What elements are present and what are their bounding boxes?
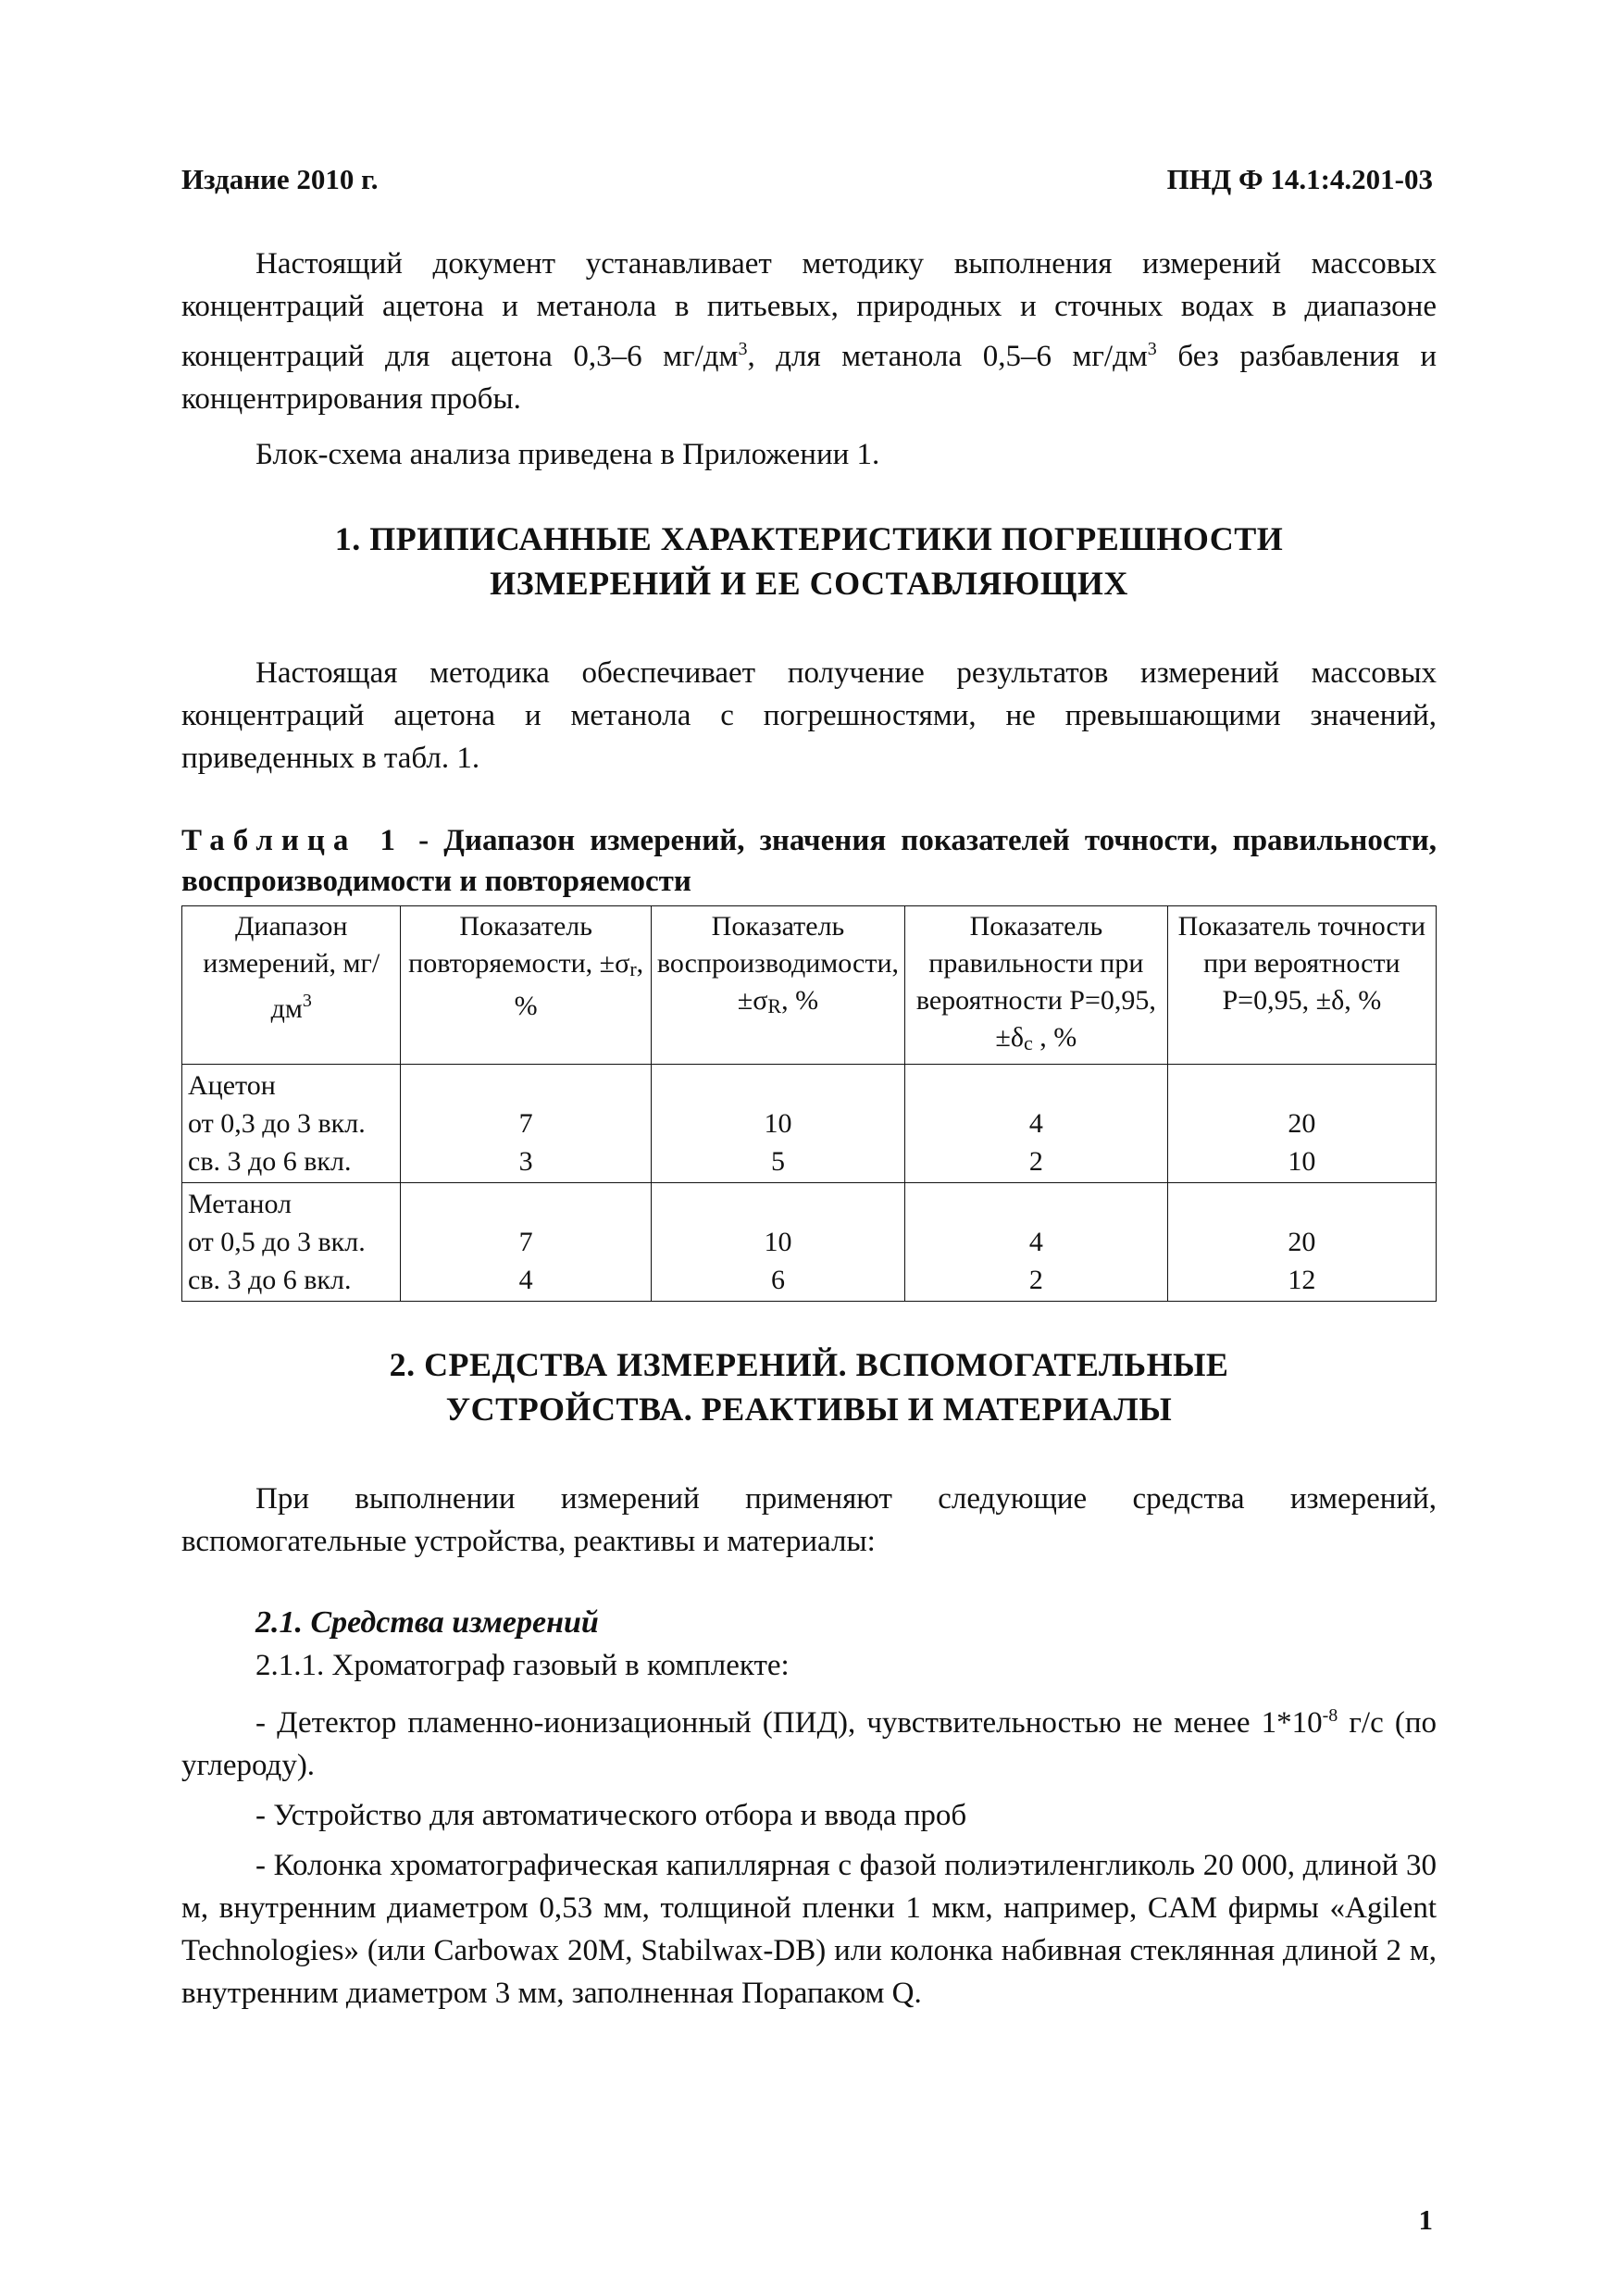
section-2-title: 2. СРЕДСТВА ИЗМЕРЕНИЙ. ВСПОМОГАТЕЛЬНЫЕ УСТРОЙСТВА. РЕАКТИВЫ И МАТЕРИАЛЫ	[389, 1346, 1229, 1428]
cell-reproducibility: 10 6	[651, 1183, 904, 1302]
item-2-1-1: 2.1.1. Хроматограф газовый в комплекте:	[255, 1649, 790, 1682]
cell-repeatability: 7 4	[401, 1183, 651, 1302]
appendix-note: Блок-схема анализа приведена в Приложении 1.	[255, 438, 880, 471]
detector-item: - Детектор пламенно-ионизационный (ПИД), чувствительностью не менее $1*10^{-8}$ г/с (по углероду).	[181, 1705, 1437, 1782]
page-content	[181, 243, 1437, 2015]
section-1-text: Настоящая методика обеспечивает получение результатов измерений массовых концентраций ацетона и метанола с погрешностями, не превышающими значений, приведенных в табл. 1.	[181, 656, 1437, 775]
table-header-row	[182, 906, 1437, 1065]
cell-trueness: 4 2	[905, 1183, 1168, 1302]
page-number: 1	[1418, 2203, 1433, 2236]
column-item: - Колонка хроматографическая капиллярная с фазой полиэтиленгликоль 20 000, длиной 30 м, внутренним диаметром 0,53 мм, толщиной пленки 1 мкм, например, CAM фирмы «Agilent Technologies» (или Carbowax 20M, Stabilwax-DB) или колонка набивная стеклянная длиной 2 м, внутренним диаметром 3 мм, заполненная Порапаком Q.	[181, 1849, 1437, 2010]
subsection-2-1-title: 2.1. Средства измерений	[255, 1605, 599, 1640]
header-repeatability: Показатель повторяемости, ±σr, %	[401, 906, 651, 1065]
section-1-title: 1. ПРИПИСАННЫЕ ХАРАКТЕРИСТИКИ ПОГРЕШНОСТИ ИЗМЕРЕНИЙ И ЕЕ СОСТАВЛЯЮЩИХ	[334, 520, 1284, 602]
cell-reproducibility: 10 5	[651, 1065, 904, 1183]
header-range: Диапазон измерений, $мг/дм^3$	[182, 906, 401, 1065]
header-accuracy: Показатель точности при вероятности Р=0,95, ±δ, %	[1167, 906, 1436, 1065]
edition-label: Издание 2010 г.	[181, 163, 379, 195]
table-row-methanol	[182, 1183, 1437, 1302]
section-2-text: При выполнении измерений применяют следующие средства измерений, вспомогательные устройства, реактивы и материалы:	[181, 1482, 1437, 1558]
intro-paragraph: Настоящий документ устанавливает методику выполнения измерений массовых концентраций ацетона и метанола в питьевых, природных и сточных водах в диапазоне концентраций для ацетона 0,3–6 $мг/дм^3$, для метанола 0,5–6 $мг/дм^3$ без разбавления и концентрирования пробы.	[181, 247, 1437, 416]
cell-accuracy: 20 10	[1167, 1065, 1436, 1183]
table-1-caption: Таблица 1 - Диапазон измерений, значения показателей точности, правильности, воспроизводимости и повторяемости	[181, 824, 1437, 898]
document-code: ПНД Ф 14.1:4.201-03	[1166, 163, 1433, 195]
header-trueness: Показатель правильности при вероятности Р=0,95, ±δc , %	[905, 906, 1168, 1065]
autosampler-item: - Устройство для автоматического отбора и ввода проб	[255, 1799, 967, 1832]
page-header	[181, 163, 1433, 196]
cell-range: Ацетон от 0,3 до 3 вкл. св. 3 до 6 вкл.	[182, 1065, 401, 1183]
cell-trueness: 4 2	[905, 1065, 1168, 1183]
cell-range: Метанол от 0,5 до 3 вкл. св. 3 до 6 вкл.	[182, 1183, 401, 1302]
cell-accuracy: 20 12	[1167, 1183, 1436, 1302]
table-1	[181, 905, 1437, 1302]
table-row-acetone	[182, 1065, 1437, 1183]
header-reproducibility: Показатель воспроизводимости, ±σR, %	[651, 906, 904, 1065]
cell-repeatability: 7 3	[401, 1065, 651, 1183]
